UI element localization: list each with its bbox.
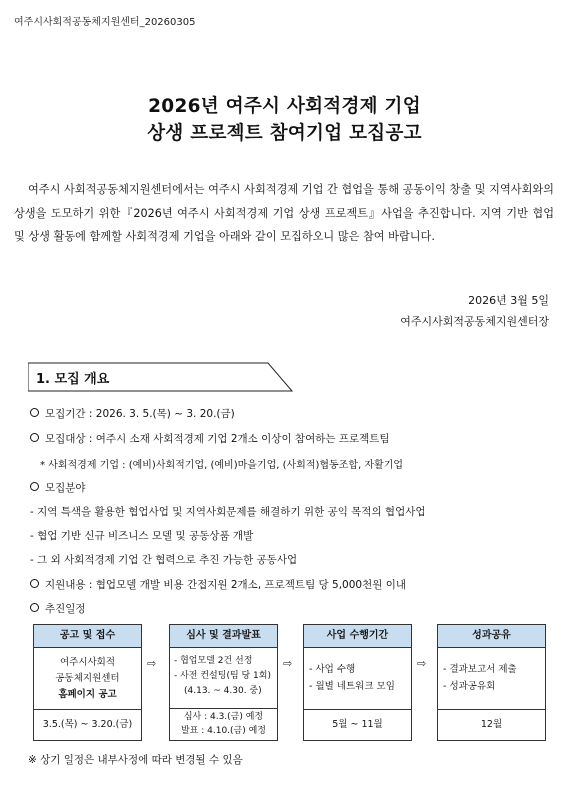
- field-item-2: - 협업 기반 신규 비즈니스 모델 및 공동상품 개발: [30, 530, 254, 542]
- item-field: [30, 480, 86, 495]
- flow-step-line: - 사전 컨설팅(팀 당 1회): [174, 671, 271, 681]
- right-arrow-icon: ⇨: [417, 657, 427, 670]
- flow-step-execute: [303, 624, 412, 741]
- circle-bullet-icon: [30, 408, 39, 417]
- field-item-1: - 지역 특색을 활용한 협업사업 및 지역사회문제를 해결하기 위한 공익 목적의 협업사업: [30, 506, 426, 518]
- flow-step-line: (4.13. ~ 4.30. 중): [184, 686, 262, 696]
- flow-step-foot: 5월 ~ 11월: [304, 709, 411, 740]
- flow-step-review: [169, 624, 278, 741]
- right-arrow-icon: ⇨: [283, 657, 293, 670]
- flow-step-line: 여주시사회적: [59, 657, 116, 668]
- announcement-date: 2026년 3월 5일: [468, 294, 549, 307]
- right-arrow-icon: ⇨: [147, 657, 157, 670]
- item-field-text: 모집분야: [45, 482, 86, 494]
- issuer: 여주시사회적공동체지원센터장: [400, 315, 549, 328]
- intro-paragraph: [14, 178, 554, 249]
- item-period-text: 모집기간 : 2026. 3. 5.(목) ~ 3. 20.(금): [45, 408, 235, 420]
- circle-bullet-icon: [30, 433, 39, 442]
- item-support-text: 지원내용 : 협업모델 개발 비용 간접지원 2개소, 프로젝트팀 당 5,000천원 이내: [45, 579, 406, 591]
- flow-step-line: - 월별 네트워크 모임: [309, 681, 395, 692]
- flow-step-line: - 협업모델 2건 선정: [174, 656, 253, 666]
- title-line-1: 2026년 여주시 사회적경제 기업: [148, 96, 421, 117]
- flow-step-foot: 12월: [438, 709, 545, 740]
- circle-bullet-icon: [30, 482, 39, 491]
- flow-step-body: [438, 661, 545, 695]
- section-title: 1. 모집 개요: [36, 372, 110, 387]
- flow-step-line: - 결과보고서 제출: [443, 664, 517, 675]
- flow-step-line: - 사업 수행: [309, 664, 356, 675]
- flow-step-announce: [33, 624, 142, 741]
- flow-step-line: - 성과공유회: [443, 681, 496, 692]
- flow-step-head: 사업 수행기간: [304, 625, 411, 648]
- document-id: 여주시사회적공동체지원센터_20260305: [14, 17, 196, 28]
- flow-step-line: 홈페이지 공고: [58, 689, 117, 700]
- item-schedule: [30, 601, 86, 616]
- flow-step-body: [170, 654, 277, 699]
- circle-bullet-icon: [30, 579, 39, 588]
- flow-step-foot: 3.5.(목) ~ 3.20.(금): [34, 709, 141, 740]
- item-period: [30, 406, 235, 421]
- section-header: [28, 362, 293, 392]
- flow-step-foot: [170, 708, 277, 740]
- flow-step-line: 공동체지원센터: [55, 673, 120, 684]
- flow-step-body: [304, 661, 411, 695]
- item-target-note: * 사회적경제 기업 : (예비)사회적기업, (예비)마을기업, (사회적)협동조합, 자활기업: [40, 460, 404, 471]
- flow-step-body: [34, 655, 141, 703]
- flow-step-foot-line: 심사 : 4.3.(금) 예정: [183, 712, 264, 722]
- flow-step-head: 성과공유: [438, 625, 545, 648]
- item-support: [30, 577, 406, 592]
- flow-step-share: [437, 624, 546, 741]
- flow-step-head: 심사 및 결과발표: [170, 625, 277, 648]
- flow-step-head: 공고 및 접수: [34, 625, 141, 648]
- item-schedule-text: 추진일정: [45, 603, 86, 615]
- intro-text: 여주시 사회적공동체지원센터에서는 여주시 사회적경제 기업 간 협업을 통해 공동이익 창출 및 지역사회와의 상생을 도모하기 위한『2026년 여주시 사회적경제 기업 상생 프로젝트』사업을 추진합니다. 지역 기반 협업 및 상생 활동에 함께할 사회적경제 기업을 아래와 같이 모집하오니 많은 참여 바랍니다.: [14, 183, 554, 243]
- circle-bullet-icon: [30, 603, 39, 612]
- flow-step-foot-line: 발표 : 4.10.(금) 예정: [180, 726, 266, 736]
- title-line-2: 상생 프로젝트 참여기업 모집공고: [147, 123, 422, 144]
- schedule-note: ※ 상기 일정은 내부사정에 따라 변경될 수 있음: [28, 754, 243, 766]
- field-item-3: - 그 외 사회적경제 기업 간 협력으로 추진 가능한 공동사업: [30, 554, 298, 566]
- item-target-text: 모집대상 : 여주시 소재 사회적경제 기업 2개소 이상이 참여하는 프로젝트팀: [45, 433, 390, 445]
- item-target: [30, 431, 390, 446]
